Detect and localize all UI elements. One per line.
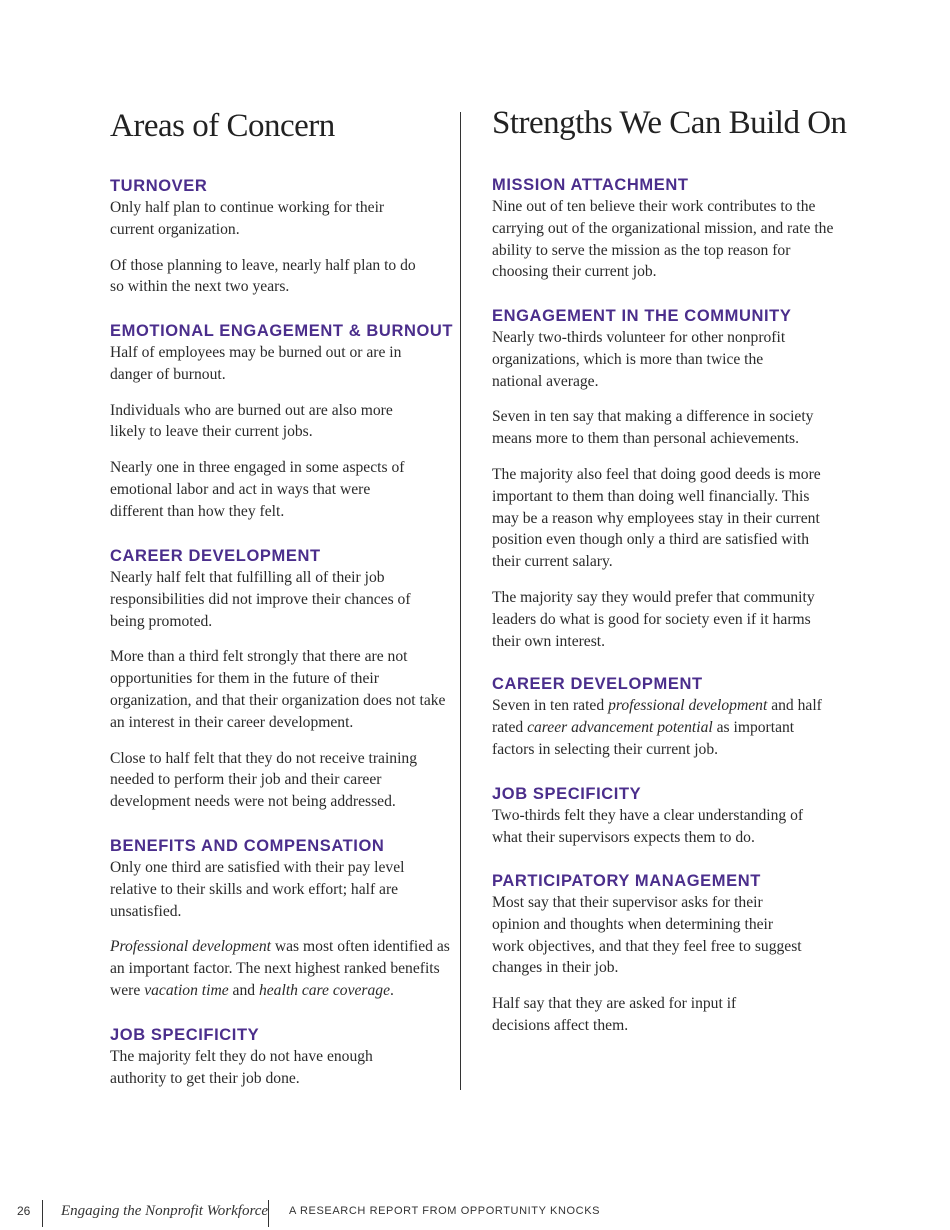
paragraph: The majority also feel that doing good deeds is more important to them than doing well financially. This may be a reason why employees stay in their current position even though only a third are satisfied with their current salary. [492,465,821,571]
emphasis: health care coverage [258,981,391,999]
section-heading: ENGAGEMENT IN THE COMMUNITY [492,307,792,325]
paragraph: Most say that their supervisor asks for their opinion and thoughts when determining their work objectives, and that they feel free to suggest changes in their job. [492,894,802,977]
section-mission-attachment [492,175,840,283]
emphasis: professional development [608,697,768,714]
column-divider [460,112,461,1090]
section-participatory-management [492,871,840,1037]
text: . [390,981,394,999]
paragraph: More than a third felt strongly that there are not opportunities for them in the future of their organization, and that their organization does not take an interest in their career development. [110,648,446,731]
page-footer [0,1203,950,1227]
footer-divider [268,1200,269,1227]
section-heading: EMOTIONAL ENGAGEMENT & BURNOUT [110,322,454,340]
emphasis: vacation time [144,981,229,999]
section-heading: BENEFITS AND COMPENSATION [110,837,385,855]
paragraph: Of those planning to leave, nearly half plan to do so within the next two years. [110,256,416,296]
publication-title: Engaging the Nonprofit Workforce [61,1203,269,1219]
paragraph: The majority say they would prefer that community leaders do what is good for society even if it harms their own interest. [492,588,815,650]
paragraph: Half of employees may be burned out or are in danger of burnout. [110,344,402,383]
paragraph [110,936,450,1001]
paragraph: Close to half felt that they do not receive training needed to perform their job and their career development needs were not being addressed. [110,749,418,811]
paragraph: Only one third are satisfied with their pay level relative to their skills and work effort; half are unsatisfied. [110,859,405,920]
paragraph: Nearly half felt that fulfilling all of their job responsibilities did not improve their chances of being promoted. [110,569,411,630]
paragraph: Seven in ten say that making a difference in society means more to them than personal achievements. [492,408,814,448]
section-heading: MISSION ATTACHMENT [492,176,689,194]
text: was most often identified as an important factor. The next highest ranked benefits were [110,938,450,999]
text: as important factors in selecting their current job. [492,718,795,758]
publication-subtitle: A RESEARCH REPORT FROM OPPORTUNITY KNOCKS [289,1205,601,1217]
paragraph: Individuals who are burned out are also more likely to leave their current jobs. [110,401,393,441]
section-heading: JOB SPECIFICITY [110,1026,260,1044]
paragraph: Nearly two-thirds volunteer for other nonprofit organizations, which is more than twice the national average. [492,329,786,390]
section-heading: CAREER DEVELOPMENT [110,547,321,565]
section-job-specificity-right [492,784,840,849]
page-number: 26 [17,1204,31,1218]
paragraph [492,695,840,760]
footer-divider [42,1200,43,1227]
paragraph: The majority felt they do not have enough authority to get their job done. [110,1048,373,1087]
section-job-specificity-left [110,1025,448,1090]
strengths-title: Strengths We Can Build On [492,105,847,141]
paragraph: Half say that they are asked for input if decisions affect them. [492,995,737,1034]
section-engagement-community [492,306,840,652]
section-career-development-right [492,674,840,760]
section-emotional-engagement [110,321,454,523]
emphasis: Professional development [110,938,271,956]
section-heading: TURNOVER [110,177,208,195]
text: Seven in ten rated [492,697,609,714]
areas-of-concern-title: Areas of Concern [110,108,335,144]
section-heading: CAREER DEVELOPMENT [492,675,703,693]
section-heading: PARTICIPATORY MANAGEMENT [492,872,761,890]
text: and [228,981,259,999]
paragraph: Nine out of ten believe their work contributes to the carrying out of the organizational mission, and rate the ability to serve the mission as the top reason for choosing their current job. [492,198,834,281]
section-turnover [110,176,448,298]
section-benefits-compensation [110,836,448,1002]
paragraph: Only half plan to continue working for their current organization. [110,199,385,238]
section-career-development-left [110,546,448,813]
section-heading: JOB SPECIFICITY [492,785,642,803]
paragraph: Nearly one in three engaged in some aspects of emotional labor and act in ways that were different than how they felt. [110,459,405,520]
emphasis: career advancement potential [527,718,713,736]
paragraph: Two-thirds felt they have a clear understanding of what their supervisors expects them to do. [492,807,804,846]
text: and half rated [492,697,822,736]
